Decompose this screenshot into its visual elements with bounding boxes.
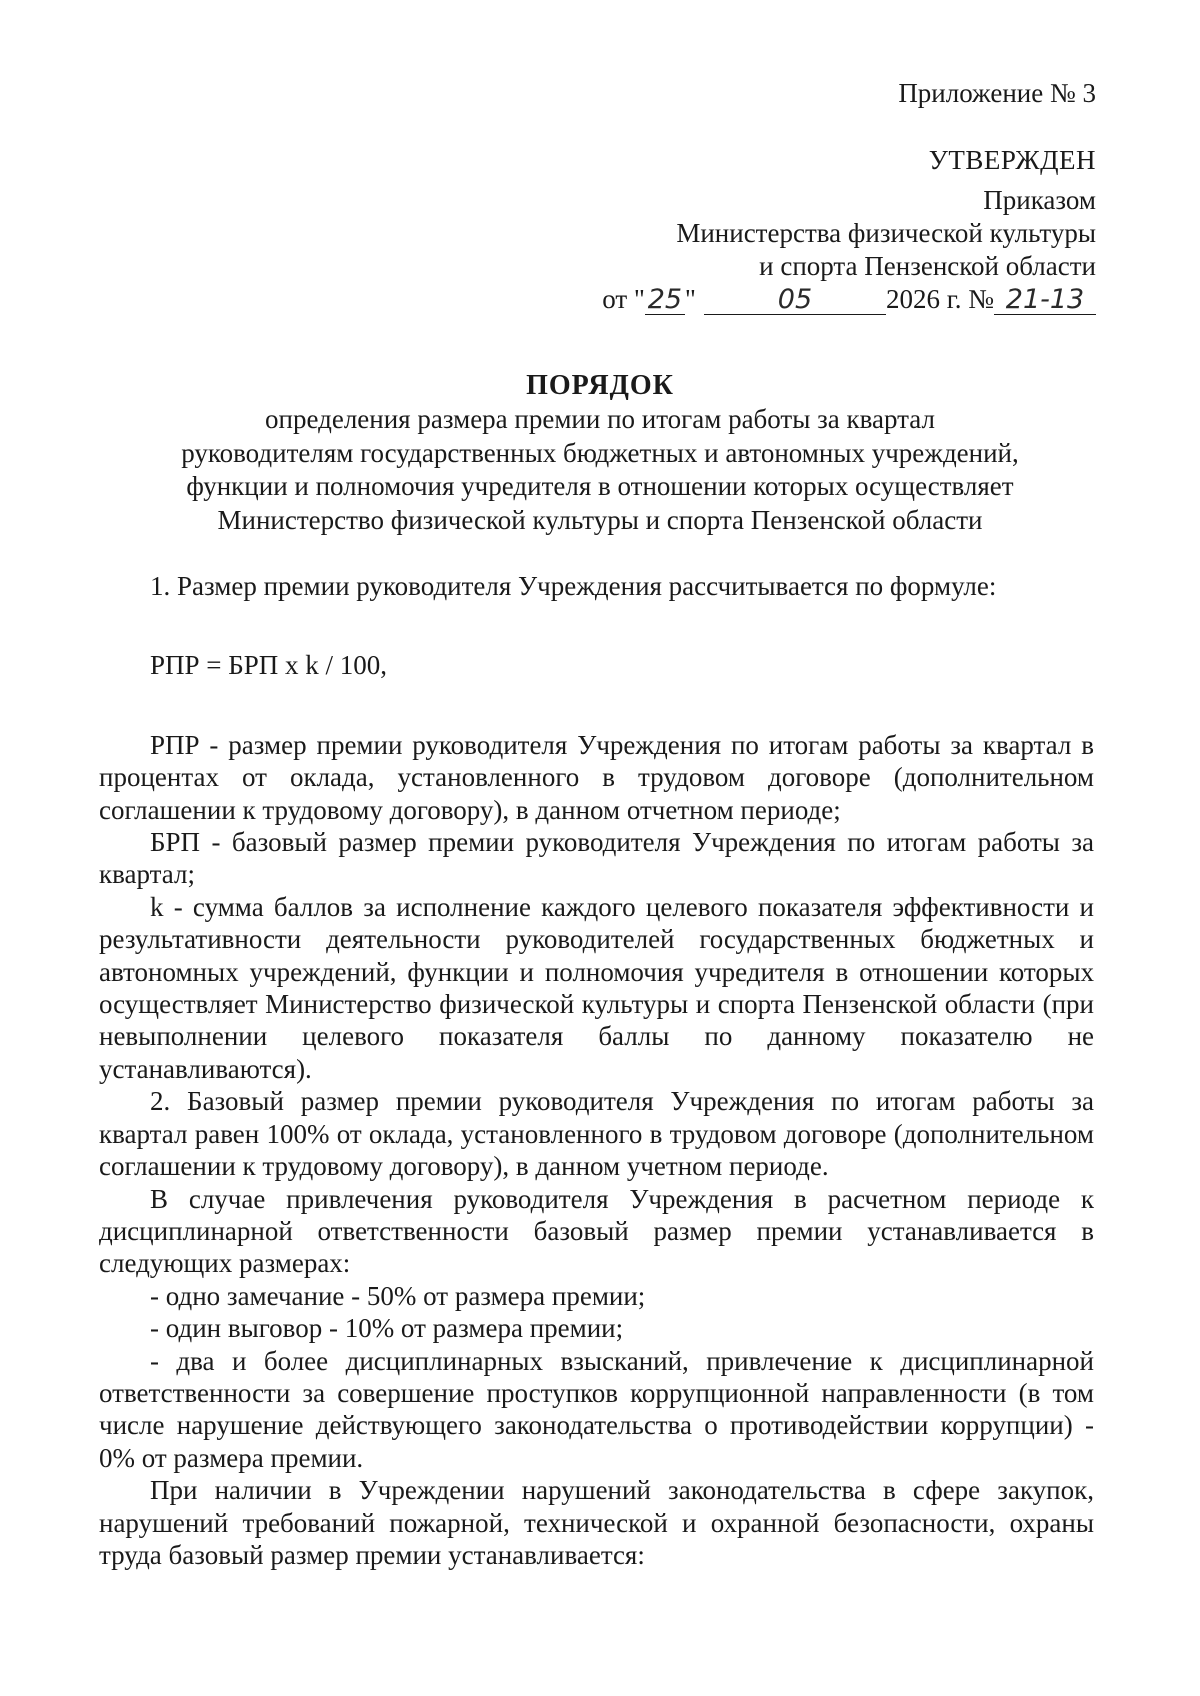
- handwritten-order-number: 21-13: [994, 286, 1096, 315]
- paragraph-base-premium: 2. Базовый размер премии руководителя Учреждения по итогам работы за квартал равен 100% от оклада, установленного в трудовом договоре (дополнительном соглашении к трудовому договору), в данном учетном периоде.: [99, 1086, 1094, 1182]
- document-title-block: [0, 370, 1200, 537]
- subtitle-line: определения размера премии по итогам работы за квартал: [265, 404, 935, 434]
- paragraph-k-definition: k - сумма баллов за исполнение каждого целевого показателя эффективности и результативности деятельности руководителей государственных бюджетных и автономных учреждений, функции и полномочия учредителя в отношении которых осуществляет Министерство физической культуры и спорта Пензенской области (при невыполнении целевого показателя баллы по данному показателю не устанавливаются).: [99, 891, 1094, 1084]
- formula: РПР = БРП x k / 100,: [150, 650, 388, 681]
- appendix-label: Приложение № 3: [898, 78, 1096, 108]
- paragraph-rpr-definition: РПР - размер премии руководителя Учреждения по итогам работы за квартал в процентах от оклада, установленного в трудовом договоре (дополнительном соглашении к трудовому договору), в данном отчетном периоде;: [99, 729, 1094, 825]
- subtitle-line: руководителям государственных бюджетных и автономных учреждений,: [181, 437, 1019, 468]
- handwritten-month: 05: [704, 286, 886, 315]
- handwritten-day: 25: [645, 286, 685, 315]
- approval-region: и спорта Пензенской области: [759, 251, 1096, 281]
- list-item: - один выговор - 10% от размера премии;: [150, 1313, 624, 1344]
- approval-date-line: [602, 284, 1096, 315]
- date-year: 2026 г. №: [885, 284, 994, 314]
- subtitle-line: функции и полномочия учредителя в отношении которых осуществляет: [186, 471, 1014, 501]
- approval-stamp-title: УТВЕРЖДЕН: [928, 145, 1096, 175]
- list-item: - одно замечание - 50% от размера премии;: [150, 1280, 646, 1311]
- document-title: ПОРЯДОК: [526, 370, 674, 401]
- approval-by-order: Приказом: [983, 185, 1096, 215]
- date-prefix: от ": [602, 284, 645, 314]
- paragraph-discipline: В случае привлечения руководителя Учреждения в расчетном периоде к дисциплинарной ответственности базовый размер премии устанавливается в следующих размерах:: [99, 1183, 1094, 1279]
- paragraph-violations: При наличии в Учреждении нарушений законодательства в сфере закупок, нарушений требований пожарной, технической и охранной безопасности, охраны труда базовый размер премии устанавливается:: [99, 1475, 1094, 1570]
- paragraph-formula-intro: 1. Размер премии руководителя Учреждения рассчитывается по формуле:: [150, 571, 997, 601]
- document-body: [99, 570, 1094, 1571]
- paragraph-brp-definition: БРП - базовый размер премии руководителя Учреждения по итогам работы за квартал;: [99, 827, 1094, 890]
- subtitle-line: Министерство физической культуры и спорта Пензенской области: [217, 504, 983, 535]
- date-quote: ": [684, 284, 696, 314]
- list-item: - два и более дисциплинарных взысканий, привлечение к дисциплинарной ответственности за совершение проступков коррупционной направленности (в том числе нарушение действующего законодательства о противодействии коррупции) - 0% от размера премии.: [99, 1345, 1094, 1473]
- approval-ministry: Министерства физической культуры: [676, 218, 1096, 248]
